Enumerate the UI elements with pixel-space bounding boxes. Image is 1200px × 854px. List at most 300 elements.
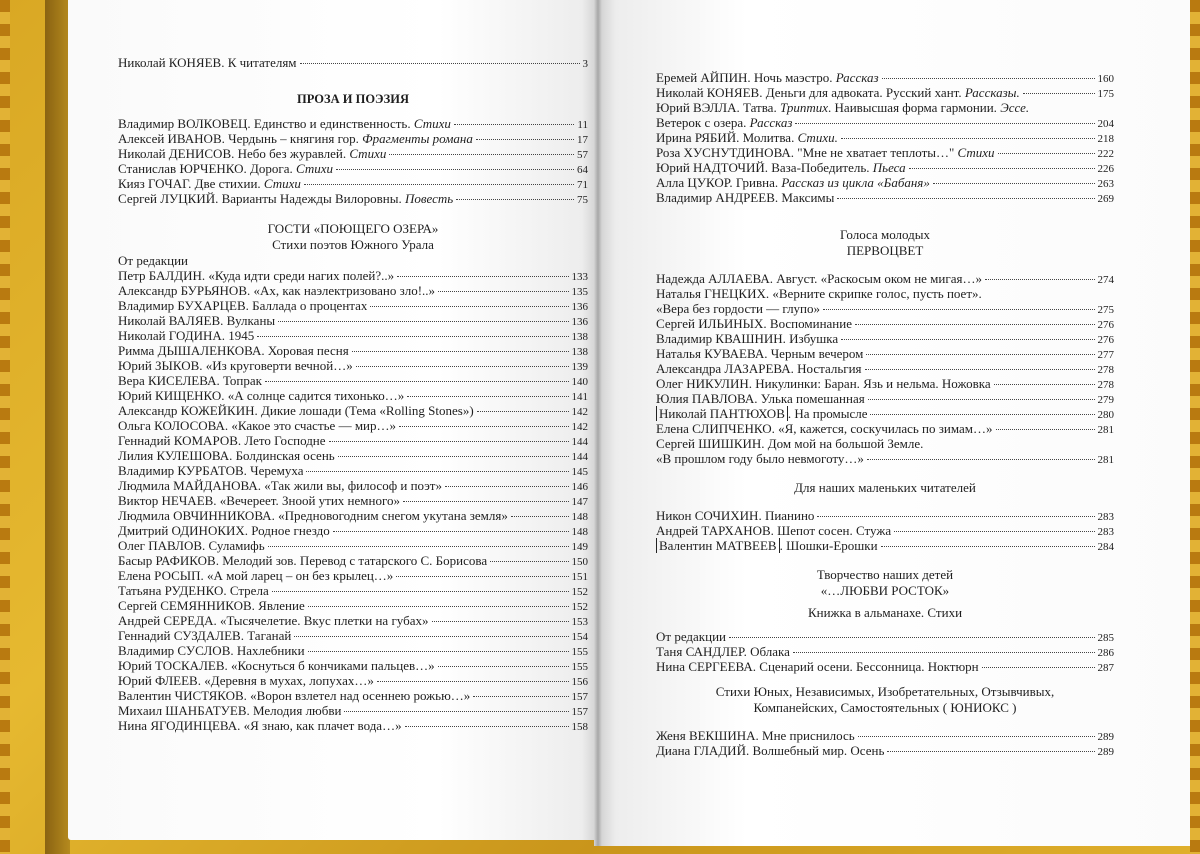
entry-title: Владимир БУХАРЦЕВ. Баллада о процентах: [118, 298, 368, 313]
entry-page: 64: [577, 164, 588, 176]
dot-leader: [795, 123, 1094, 124]
entry-page: 147: [571, 496, 588, 508]
entry-page: 289: [1097, 746, 1114, 758]
entry-page: 281: [1097, 454, 1114, 466]
entry-author-boxed: Николай ПАНТЮХОВ: [656, 406, 788, 421]
entry-page: 269: [1097, 193, 1114, 205]
section-subtitle-knizhka: Книжка в альманахе. Стихи: [807, 605, 963, 620]
entry-page: 140: [571, 376, 588, 388]
dot-leader: [308, 606, 569, 607]
toc-entry: [118, 523, 588, 538]
dot-leader: [868, 399, 1095, 400]
entry-page: 278: [1097, 379, 1114, 391]
dot-leader: [370, 306, 568, 307]
dot-leader: [278, 321, 568, 322]
dot-leader: [268, 546, 569, 547]
entry-genre: Повесть: [404, 191, 454, 206]
cover-ornament-right: [1190, 0, 1200, 854]
entry-page: 222: [1097, 148, 1114, 160]
section-title-gosti: ГОСТИ «ПОЮЩЕГО ОЗЕРА»: [267, 221, 439, 236]
entry-page: 75: [577, 194, 588, 206]
section-title-golosa: Голоса молодых: [840, 227, 930, 242]
entry-title: Татьяна РУДЕНКО. Стрела: [118, 583, 269, 598]
dot-leader: [994, 384, 1095, 385]
dot-leader: [257, 336, 568, 337]
dot-leader: [306, 471, 568, 472]
entry-title: Юрий ВЭЛЛА. Татва. Триптих. Наивысшая форма гармонии. Эссе.: [656, 100, 1030, 115]
toc-entry: [656, 629, 1114, 644]
section-title-proza: ПРОЗА И ПОЭЗИЯ: [296, 92, 410, 106]
entry-title: Елена РОСЫП. «А мой ларец – он без крылец…»: [118, 568, 394, 583]
dot-leader: [438, 666, 569, 667]
entry-genre: Эссе.: [1000, 100, 1030, 115]
entry-title: Алексей ИВАНОВ. Чердынь – княгиня гор. Фрагменты романа: [118, 131, 473, 146]
toc-entry: [656, 406, 1114, 421]
section-title-unioks: Стихи Юных, Независимых, Изобретательных, Отзывчивых,: [715, 684, 1055, 699]
dot-leader: [445, 486, 569, 487]
toc-entry: [118, 403, 588, 418]
dot-leader: [338, 456, 569, 457]
entry-title: Виктор НЕЧАЕВ. «Вечереет. Зноой утих немного»: [118, 493, 400, 508]
dot-leader: [397, 276, 568, 277]
dot-leader: [389, 154, 574, 155]
dot-leader: [793, 652, 1095, 653]
dot-leader: [823, 309, 1094, 310]
toc-entry: [118, 55, 588, 70]
entry-title: Ирина РЯБИЙ. Молитва. Стихи.: [656, 130, 838, 145]
toc-entry: [656, 70, 1114, 85]
dot-leader: [996, 429, 1095, 430]
spacer: [118, 206, 588, 221]
toc-entry: [118, 568, 588, 583]
entry-page: 285: [1097, 632, 1114, 644]
entry-page: 274: [1097, 274, 1114, 286]
entry-title: Николай ДЕНИСОВ. Небо без журавлей. Стихи: [118, 146, 387, 161]
entry-page: 17: [577, 134, 588, 146]
toc-entry: [656, 160, 1114, 175]
entry-page: 275: [1097, 304, 1114, 316]
toc-entry: [118, 358, 588, 373]
dot-leader: [817, 516, 1094, 517]
entry-title: Римма ДЫШАЛЕНКОВА. Хоровая песня: [118, 343, 349, 358]
entry-title: Александр БУРЬЯНОВ. «Ах, как наэлектризовано зло!..»: [118, 283, 436, 298]
dot-leader: [336, 169, 574, 170]
spacer: [656, 621, 1114, 629]
entry-title: Юрий КИЩЕНКО. «А солнце садится тихонько…»: [118, 388, 405, 403]
entry-title: «В прошлом году было невмоготу…»: [656, 451, 864, 466]
entry-title: Юлия ПАВЛОВА. Улька помешанная: [656, 391, 865, 406]
entry-title: Сергей ШИШКИН. Дом мой на большой Земле.: [656, 436, 924, 451]
dot-leader: [405, 726, 569, 727]
entry-genre: Фрагменты романа: [362, 131, 473, 146]
toc-entry: [118, 508, 588, 523]
spacer: [656, 553, 1114, 567]
toc-entry: [656, 286, 1114, 301]
entry-genre: Пьеса: [872, 160, 906, 175]
spacer: [118, 70, 588, 92]
entry-genre: Рассказ: [835, 70, 879, 85]
toc-entry: [118, 176, 588, 191]
dot-leader: [490, 561, 568, 562]
entry-title: Наталья ГНЕЦКИХ. «Верните скрипке голос, пусть поет».: [656, 286, 982, 301]
dot-leader: [881, 546, 1095, 547]
entry-page: 276: [1097, 334, 1114, 346]
dot-leader: [272, 591, 569, 592]
entry-title: Елена СЛИПЧЕНКО. «Я, кажется, соскучилась по зимам…»: [656, 421, 993, 436]
toc-entry: [118, 131, 588, 146]
toc-entry: [118, 283, 588, 298]
entry-title: Николай КОНЯЕВ. К читателям: [118, 55, 297, 70]
entry-page: 136: [571, 301, 588, 313]
entry-page: 138: [571, 331, 588, 343]
entry-title: Роза ХУСНУТДИНОВА. "Мне не хватает теплоты…" Стихи: [656, 145, 995, 160]
dot-leader: [300, 63, 580, 64]
entry-genre: Триптих: [779, 100, 829, 115]
toc-entry: [656, 301, 1114, 316]
toc-entry: [118, 478, 588, 493]
spacer: [656, 674, 1114, 684]
dot-leader: [858, 736, 1095, 737]
toc-entry: [656, 743, 1114, 758]
entry-page: 226: [1097, 163, 1114, 175]
entry-genre: Стихи: [413, 116, 451, 131]
toc-entry: [656, 376, 1114, 391]
entry-title: Станислав ЮРЧЕНКО. Дорога. Стихи: [118, 161, 334, 176]
dot-leader: [377, 681, 569, 682]
toc-entry: [118, 298, 588, 313]
dot-leader: [308, 651, 569, 652]
dot-leader: [837, 198, 1094, 199]
dot-leader: [403, 501, 569, 502]
toc-entry: [118, 598, 588, 613]
toc-entry: [656, 100, 1114, 115]
toc-entry: [118, 268, 588, 283]
entry-title: Ветерок с озера. Рассказ: [656, 115, 793, 130]
dot-leader: [477, 411, 569, 412]
entry-title: Олег НИКУЛИН. Никулинки: Баран. Язь и нельма. Ножовка: [656, 376, 991, 391]
entry-page: 135: [571, 286, 588, 298]
entry-page: 287: [1097, 662, 1114, 674]
toc-entry: [118, 448, 588, 463]
dot-leader: [265, 381, 569, 382]
dot-leader: [729, 637, 1095, 638]
toc-entry: [118, 161, 588, 176]
dot-leader: [294, 636, 568, 637]
entry-genre: Рассказ: [749, 115, 793, 130]
dot-leader: [855, 324, 1095, 325]
dot-leader: [865, 369, 1095, 370]
entry-page: 145: [571, 466, 588, 478]
toc-entry: [656, 130, 1114, 145]
entry-page: 278: [1097, 364, 1114, 376]
entry-page: 284: [1097, 541, 1114, 553]
dot-leader: [407, 396, 568, 397]
section-title-children: Для наших маленьких читателей: [794, 480, 976, 495]
dot-leader: [399, 426, 568, 427]
dot-leader: [933, 183, 1095, 184]
entry-page: 158: [571, 721, 588, 733]
toc-entry: [656, 421, 1114, 436]
toc-entry: [656, 85, 1114, 100]
toc-entry: [118, 718, 588, 733]
dot-leader: [456, 199, 574, 200]
entry-title: Таня САНДЛЕР. Облака: [656, 644, 790, 659]
toc-entry: [656, 331, 1114, 346]
entry-title: Андрей ТАРХАНОВ. Шепот сосен. Стужа: [656, 523, 892, 538]
toc-entry: [656, 115, 1114, 130]
dot-leader: [352, 351, 569, 352]
toc-entry: [656, 361, 1114, 376]
entry-page: 286: [1097, 647, 1114, 659]
entry-title: Кияз ГОЧАГ. Две стихии. Стихи: [118, 176, 301, 191]
entry-title: От редакции: [656, 629, 726, 644]
entry-title: Николай ПАНТЮХОВ . На промысле: [656, 406, 867, 421]
dot-leader: [867, 459, 1095, 460]
entry-page: 57: [577, 149, 588, 161]
toc-entry: [656, 175, 1114, 190]
entry-page: 133: [571, 271, 588, 283]
toc-entry: [118, 373, 588, 388]
entry-title: Нина ЯГОДИНЦЕВА. «Я знаю, как плачет вода…»: [118, 718, 402, 733]
spacer: [656, 496, 1114, 508]
section-subtitle-pervotsvet: ПЕРВОЦВЕТ: [846, 243, 924, 258]
entry-page: 157: [571, 691, 588, 703]
entry-page: 148: [571, 511, 588, 523]
entry-page: 218: [1097, 133, 1114, 145]
entry-title: Александр КОЖЕЙКИН. Дикие лошади (Тема «Rolling Stones»): [118, 403, 474, 418]
toc-entry: [656, 728, 1114, 743]
entry-page: 11: [577, 119, 588, 131]
entry-page: 289: [1097, 731, 1114, 743]
toc-entry: [118, 553, 588, 568]
section-title-tvorchestvo: Творчество наших детей: [816, 567, 954, 582]
toc-entry: [118, 628, 588, 643]
toc-entry: [656, 451, 1114, 466]
entry-title: Дмитрий ОДИНОКИХ. Родное гнездо: [118, 523, 330, 538]
dot-leader: [511, 516, 569, 517]
entry-title: Наталья КУВАЕВА. Черным вечером: [656, 346, 864, 361]
entry-title: Александра ЛАЗАРЕВА. Ностальгия: [656, 361, 862, 376]
toc-entry: [118, 463, 588, 478]
dot-leader: [887, 751, 1094, 752]
entry-title: «Вера без гордости — глупо»: [656, 301, 821, 316]
entry-page: 156: [571, 676, 588, 688]
entry-title: Сергей ИЛЬИНЫХ. Воспоминание: [656, 316, 852, 331]
entry-title: Людмила ОВЧИННИКОВА. «Предновогодним снегом укутана земля»: [118, 508, 508, 523]
entry-page: 152: [571, 586, 588, 598]
entry-page: 142: [571, 421, 588, 433]
entry-title: Никон СОЧИХИН. Пианино: [656, 508, 815, 523]
entry-page: 152: [571, 601, 588, 613]
toc-entry: [118, 146, 588, 161]
entry-title: Женя ВЕКШИНА. Мне приснилось: [656, 728, 855, 743]
entry-genre: Стихи: [296, 161, 334, 176]
entry-page: 160: [1097, 73, 1114, 85]
entry-page: 138: [571, 346, 588, 358]
toc-entry: [118, 688, 588, 703]
dot-leader: [1023, 93, 1095, 94]
toc-entry: [656, 538, 1114, 553]
entry-page: 139: [571, 361, 588, 373]
toc-entry: [656, 316, 1114, 331]
toc-entry: [118, 703, 588, 718]
entry-title: Юрий ФЛЕЕВ. «Деревня в мухах, лопухах…»: [118, 673, 374, 688]
section-title-unioks-2: Компанейских, Самостоятельных ( ЮНИОКС ): [753, 700, 1017, 715]
entry-page: 144: [571, 451, 588, 463]
entry-page: 276: [1097, 319, 1114, 331]
entry-page: 151: [571, 571, 588, 583]
toc-entry: [656, 644, 1114, 659]
dot-leader: [344, 711, 568, 712]
section-subtitle: Стихи поэтов Южного Урала: [272, 237, 434, 252]
entry-page: 149: [571, 541, 588, 553]
entry-title: Геннадий КОМАРОВ. Лето Господне: [118, 433, 326, 448]
toc-entry: [118, 613, 588, 628]
spacer: [656, 259, 1114, 271]
toc-entry: [656, 659, 1114, 674]
entry-genre: Стихи: [263, 176, 301, 191]
entry-title: Людмила МАЙДАНОВА. «Так жили вы, философ и поэт»: [118, 478, 442, 493]
dot-leader: [304, 184, 574, 185]
entry-title: Валентин МАТВЕЕВ . Шошки-Ерошки: [656, 538, 878, 553]
spacer: [118, 108, 588, 116]
entry-page: 150: [571, 556, 588, 568]
entry-page: 175: [1097, 88, 1114, 100]
entry-page: 153: [571, 616, 588, 628]
entry-title: Николай КОНЯЕВ. Деньги для адвоката. Русский хант. Рассказы.: [656, 85, 1020, 100]
toc-entry: [656, 190, 1114, 205]
dot-leader: [473, 696, 568, 697]
spacer: [656, 466, 1114, 480]
entry-title: Николай ГОДИНА. 1945: [118, 328, 255, 343]
dot-leader: [894, 531, 1094, 532]
entry-title: Еремей АЙПИН. Ночь маэстро. Рассказ: [656, 70, 879, 85]
entry-title: Нина СЕРГЕЕВА. Сценарий осени. Бессонница. Ноктюрн: [656, 659, 979, 674]
toc-entry: [656, 523, 1114, 538]
entry-page: 141: [571, 391, 588, 403]
entry-page: 148: [571, 526, 588, 538]
toc-entry: [118, 343, 588, 358]
entry-page: 142: [571, 406, 588, 418]
left-toc: [118, 55, 588, 733]
toc-entry: [656, 145, 1114, 160]
entry-title: Юрий НАДТОЧИЙ. Ваза-Победитель. Пьеса: [656, 160, 906, 175]
dot-leader: [841, 339, 1094, 340]
dot-leader: [909, 168, 1095, 169]
spacer: [656, 205, 1114, 227]
entry-title: Андрей СЕРЕДА. «Тысячелетие. Вкус плетки на губах»: [118, 613, 429, 628]
entry-page: 3: [582, 58, 588, 70]
toc-entry: [118, 388, 588, 403]
entry-page: 263: [1097, 178, 1114, 190]
entry-page: 281: [1097, 424, 1114, 436]
dot-leader: [333, 531, 569, 532]
entry-genre: Рассказ из цикла «Бабаня»: [781, 175, 930, 190]
toc-entry: [118, 643, 588, 658]
toc-entry: [656, 271, 1114, 286]
entry-title: Геннадий СУЗДАЛЕВ. Таганай: [118, 628, 292, 643]
dot-leader: [841, 138, 1095, 139]
toc-entry: [118, 658, 588, 673]
entry-title: Владимир КУРБАТОВ. Черемуха: [118, 463, 304, 478]
entry-author-boxed: Валентин МАТВЕЕВ: [656, 538, 780, 553]
right-toc: [656, 70, 1114, 758]
entry-page: 71: [577, 179, 588, 191]
toc-entry: [118, 191, 588, 206]
toc-entry: [118, 253, 588, 268]
entry-page: 277: [1097, 349, 1114, 361]
entry-title: Юрий ТОСКАЛЕВ. «Коснуться б кончиками пальцев…»: [118, 658, 435, 673]
entry-title: Надежда АЛЛАЕВА. Август. «Раскосым оком не мигая…»: [656, 271, 982, 286]
toc-entry: [118, 116, 588, 131]
dot-leader: [454, 124, 575, 125]
dot-leader: [396, 576, 568, 577]
entry-page: 280: [1097, 409, 1114, 421]
entry-title: Владимир ВОЛКОВЕЦ. Единство и единственность. Стихи: [118, 116, 451, 131]
entry-title: Владимир АНДРЕЕВ. Максимы: [656, 190, 835, 205]
dot-leader: [476, 139, 574, 140]
entry-page: 144: [571, 436, 588, 448]
spacer: [656, 716, 1114, 728]
entry-page: 155: [571, 661, 588, 673]
dot-leader: [432, 621, 569, 622]
entry-genre: Стихи.: [797, 130, 838, 145]
dot-leader: [866, 354, 1094, 355]
entry-page: 154: [571, 631, 588, 643]
entry-page: 146: [571, 481, 588, 493]
entry-title: Диана ГЛАДИЙ. Волшебный мир. Осень: [656, 743, 885, 758]
entry-genre: Стихи: [349, 146, 387, 161]
entry-title: Олег ПАВЛОВ. Суламифь: [118, 538, 265, 553]
dot-leader: [356, 366, 569, 367]
entry-page: 283: [1097, 511, 1114, 523]
entry-page: 283: [1097, 526, 1114, 538]
entry-title: Петр БАЛДИН. «Куда идти среди нагих полей?..»: [118, 268, 395, 283]
entry-title: Сергей ЛУЦКИЙ. Варианты Надежды Вилоровны. Повесть: [118, 191, 454, 206]
entry-page: 204: [1097, 118, 1114, 130]
entry-genre: Рассказы.: [964, 85, 1020, 100]
entry-page: 136: [571, 316, 588, 328]
toc-entry: [118, 673, 588, 688]
entry-title: Владимир СУСЛОВ. Нахлебники: [118, 643, 305, 658]
entry-title: От редакции: [118, 253, 188, 268]
book-gutter: [594, 0, 602, 846]
toc-entry: [656, 436, 1114, 451]
entry-genre: Стихи: [957, 145, 995, 160]
entry-title: Николай ВАЛЯЕВ. Вулканы: [118, 313, 276, 328]
entry-title: Юрий ЗЫКОВ. «Из круговерти вечной…»: [118, 358, 353, 373]
toc-entry: [118, 433, 588, 448]
entry-page: 155: [571, 646, 588, 658]
entry-title: Басыр РАФИКОВ. Мелодий зов. Перевод с татарского С. Борисова: [118, 553, 488, 568]
page-block-edge: [45, 0, 70, 854]
toc-entry: [118, 538, 588, 553]
toc-entry: [118, 328, 588, 343]
toc-entry: [656, 346, 1114, 361]
toc-entry: [118, 418, 588, 433]
entry-title: Сергей СЕМЯННИКОВ. Явление: [118, 598, 305, 613]
entry-title: Лилия КУЛЕШОВА. Болдинская осень: [118, 448, 335, 463]
dot-leader: [998, 153, 1095, 154]
dot-leader: [870, 414, 1094, 415]
entry-title: Владимир КВАШНИН. Избушка: [656, 331, 839, 346]
toc-entry: [656, 508, 1114, 523]
cover-ornament-left: [0, 0, 10, 854]
dot-leader: [985, 279, 1095, 280]
dot-leader: [882, 78, 1095, 79]
entry-title: Вера КИСЕЛЕВА. Топрак: [118, 373, 262, 388]
entry-title: Ольга КОЛОСОВА. «Какое это счастье — мир…»: [118, 418, 397, 433]
